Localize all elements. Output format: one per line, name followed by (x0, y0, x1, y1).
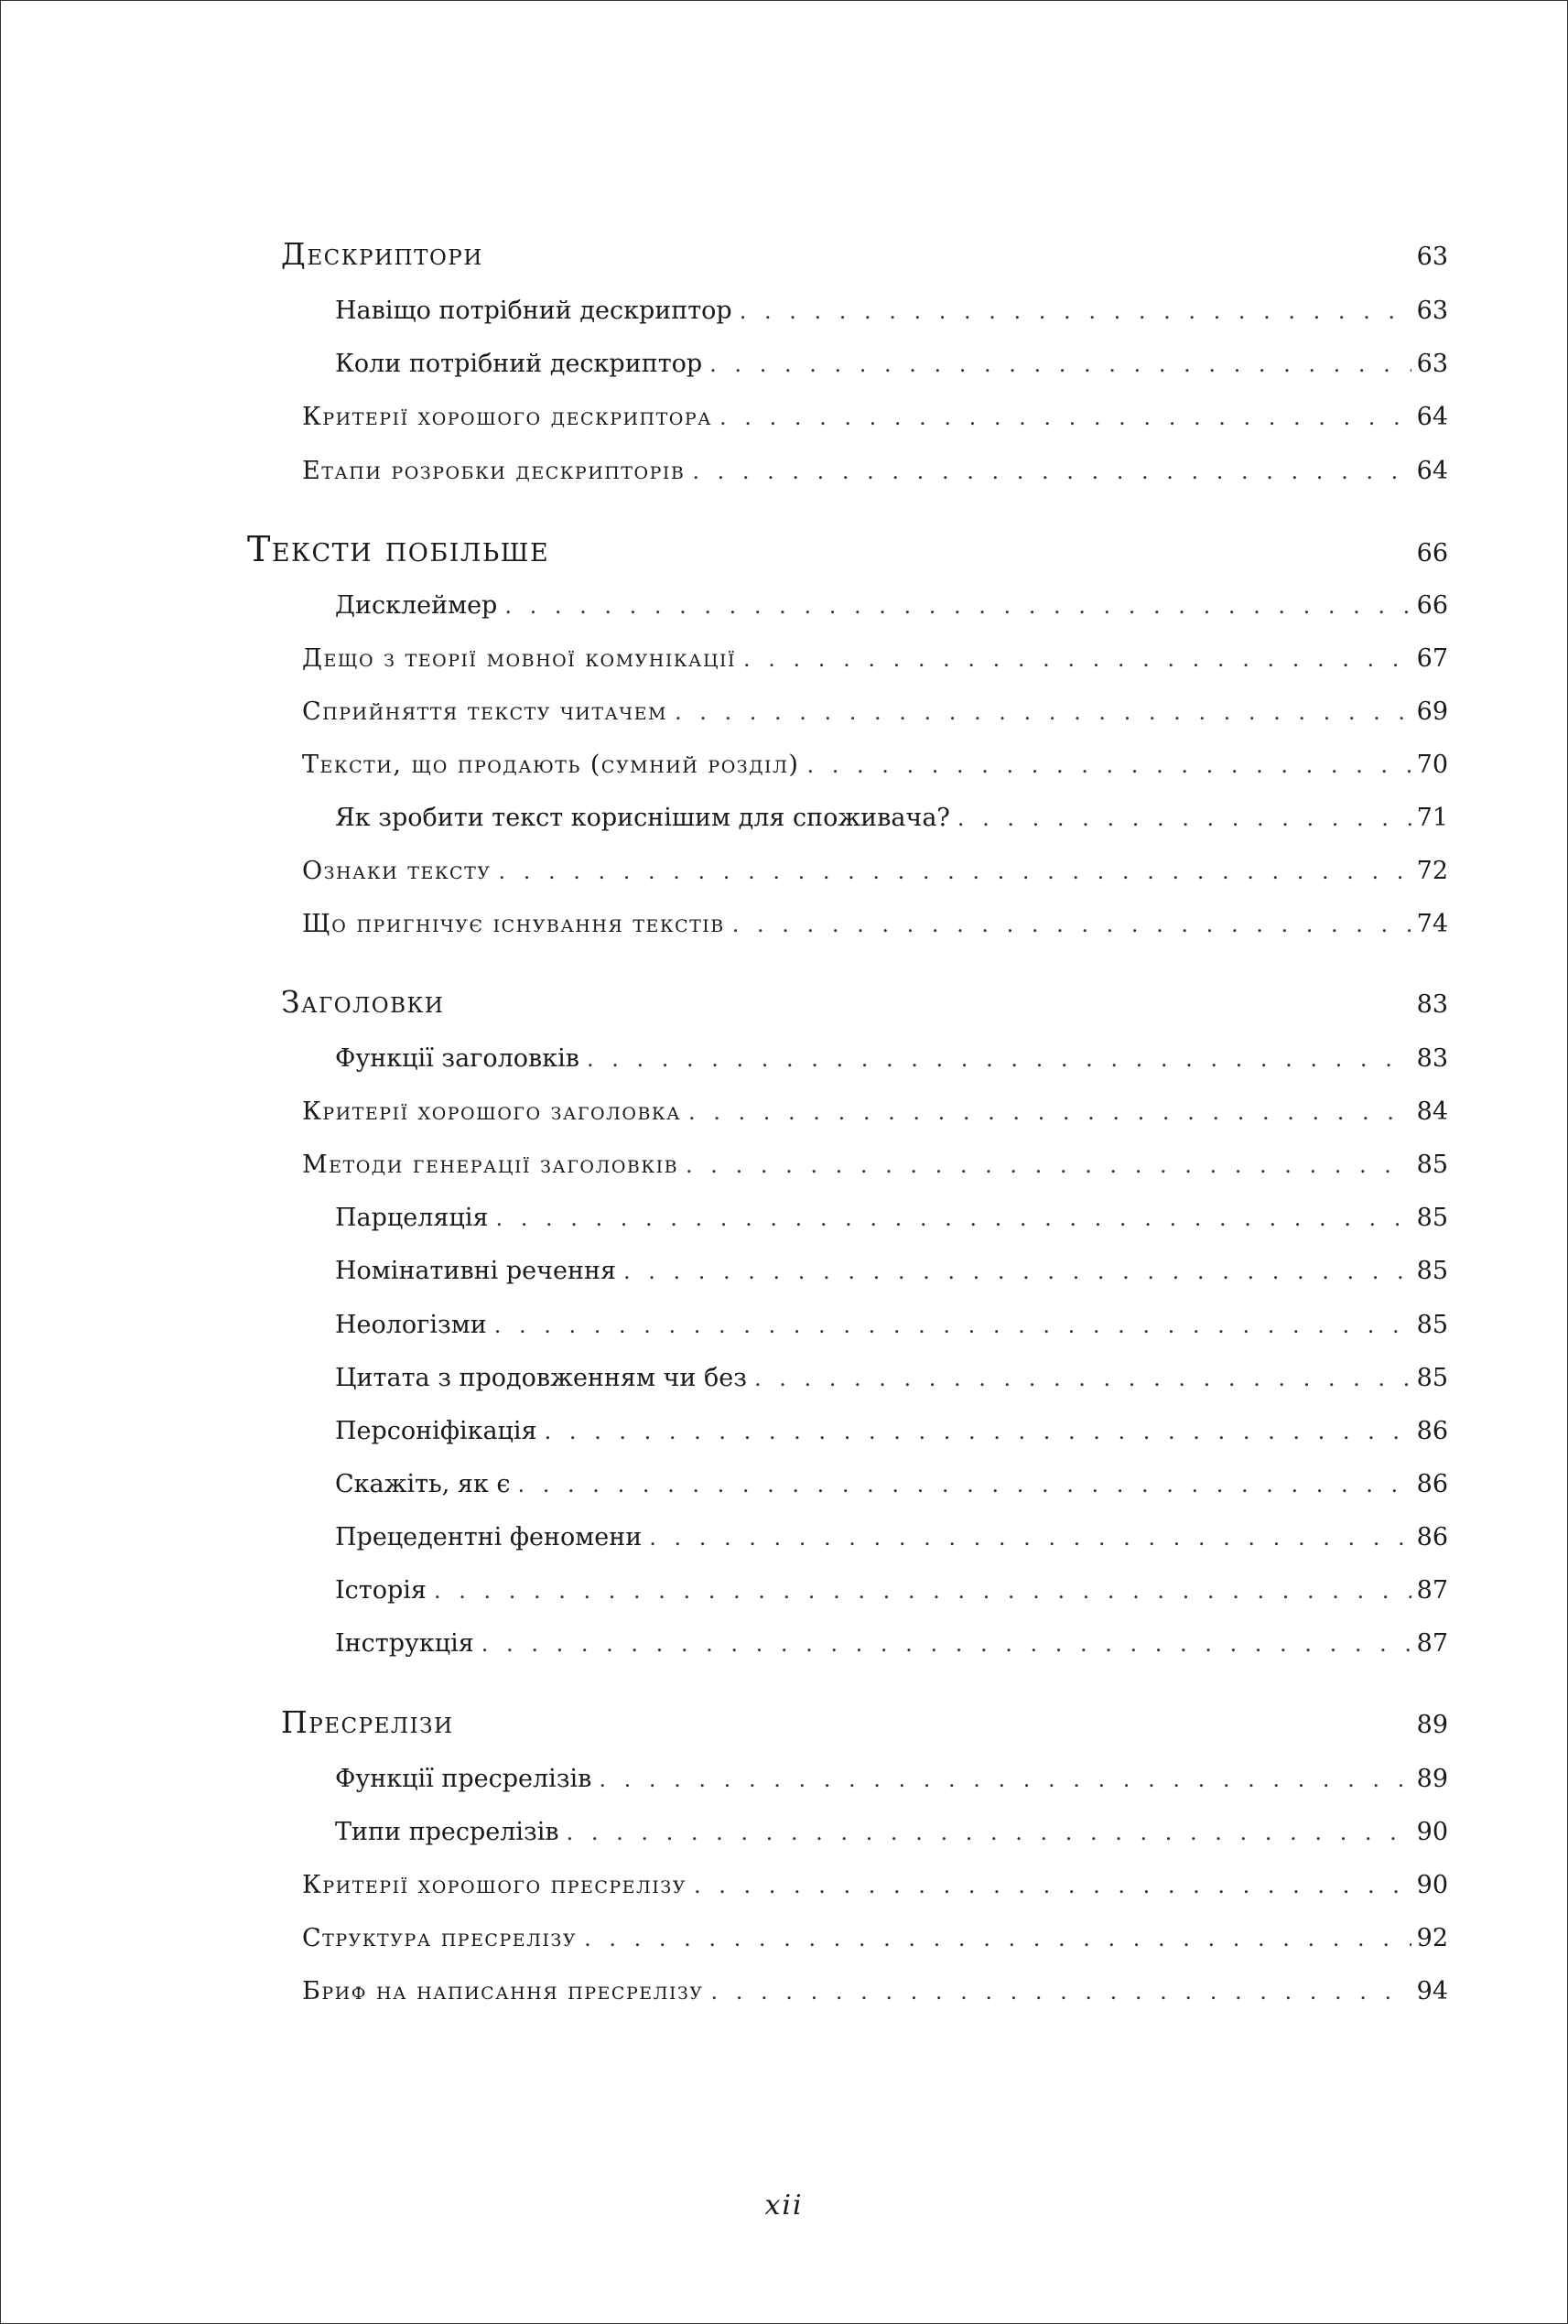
toc-entry[interactable] (302, 1871, 1448, 1899)
page-number: 83 (1416, 1044, 1448, 1073)
entry-title: Навіщо потрібний дескриптор (335, 297, 732, 325)
toc-entry[interactable] (335, 591, 1448, 620)
dot-leader (740, 298, 1411, 324)
dot-leader (494, 1313, 1411, 1338)
entry-title: Типи пресрелізів (335, 1818, 559, 1846)
dot-leader (481, 1631, 1411, 1657)
entry-title: Дещо з теорії мовної комунікації (302, 644, 737, 673)
page-number: 85 (1416, 1311, 1448, 1339)
entry-title: Прецедентні феномени (335, 1523, 643, 1551)
entry-title: Номінативні речення (335, 1257, 616, 1285)
toc-entry[interactable] (335, 1044, 1448, 1073)
entry-title: Історія (335, 1576, 427, 1605)
toc-entry[interactable] (335, 1470, 1448, 1498)
toc-entry[interactable] (302, 1924, 1448, 1952)
dot-leader (495, 1205, 1411, 1231)
toc-entry[interactable] (335, 1364, 1448, 1392)
section-title: Заголовки (281, 984, 445, 1020)
dot-leader (806, 752, 1411, 778)
page-number: 85 (1416, 1204, 1448, 1232)
dot-leader (732, 912, 1411, 937)
dot-leader (957, 805, 1411, 831)
toc-section-heading[interactable] (281, 984, 1448, 1020)
dot-leader (599, 1767, 1411, 1792)
toc-entry[interactable] (335, 350, 1448, 378)
toc-entry[interactable] (302, 1151, 1448, 1179)
entry-title: Дисклеймер (335, 591, 498, 620)
toc-entry[interactable] (335, 1765, 1448, 1793)
page-number: 66 (1416, 591, 1448, 620)
entry-title: Парцеляція (335, 1204, 489, 1232)
entry-title: Методи генерації заголовків (302, 1151, 679, 1179)
toc-entry[interactable] (302, 644, 1448, 673)
dot-leader (743, 646, 1411, 672)
toc-entry[interactable] (335, 1576, 1448, 1605)
dot-leader (504, 593, 1411, 619)
page-number: 94 (1416, 1977, 1448, 2005)
dot-leader (692, 459, 1411, 484)
page-number: 89 (1416, 1711, 1448, 1739)
entry-title: Коли потрібний дескриптор (335, 350, 703, 378)
entry-title: Персоніфікація (335, 1417, 537, 1445)
page-number: 87 (1416, 1576, 1448, 1605)
entry-title: Критерії хорошого пресрелізу (302, 1871, 687, 1899)
page-number: 86 (1416, 1417, 1448, 1445)
toc-entry[interactable] (335, 1629, 1448, 1658)
dot-leader (545, 1419, 1411, 1444)
toc-entry[interactable] (335, 1417, 1448, 1445)
toc-entry[interactable] (335, 1204, 1448, 1232)
page-number: 90 (1416, 1871, 1448, 1899)
toc-entry[interactable] (302, 910, 1448, 938)
page-number: 90 (1416, 1818, 1448, 1846)
toc-entry[interactable] (302, 1977, 1448, 2005)
toc-entry[interactable] (302, 751, 1448, 779)
dot-leader (434, 1578, 1411, 1604)
entry-title: Тексти, що продають (сумний розділ) (302, 751, 800, 779)
dot-leader (623, 1259, 1411, 1284)
dot-leader (709, 351, 1411, 377)
toc-entry[interactable] (302, 697, 1448, 726)
toc-entry[interactable] (302, 457, 1448, 485)
toc-entry[interactable] (302, 1097, 1448, 1126)
page-number: 85 (1416, 1364, 1448, 1392)
toc-entry[interactable] (335, 1818, 1448, 1846)
page-number: 67 (1416, 644, 1448, 673)
toc-entry[interactable] (335, 1311, 1448, 1339)
dot-leader (567, 1820, 1411, 1845)
toc-section-heading[interactable] (281, 236, 1448, 272)
page-number: 72 (1416, 857, 1448, 885)
toc-entry[interactable] (335, 297, 1448, 325)
entry-title: Структура пресрелізу (302, 1924, 578, 1952)
dot-leader (688, 1099, 1411, 1125)
entry-title: Скажіть, як є (335, 1470, 511, 1498)
page-number: 83 (1416, 990, 1448, 1019)
toc-entry[interactable] (335, 1257, 1448, 1285)
page-number: 63 (1416, 350, 1448, 378)
page-number: 64 (1416, 457, 1448, 485)
toc-entry[interactable] (335, 804, 1448, 832)
entry-title: Функції пресрелізів (335, 1765, 592, 1793)
entry-title: Інструкція (335, 1629, 474, 1658)
page-number: 89 (1416, 1765, 1448, 1793)
dot-leader (694, 1873, 1411, 1898)
dot-leader (711, 1979, 1411, 2005)
entry-title: Неологізми (335, 1311, 487, 1339)
entry-title: Що пригнічує існування текстів (302, 910, 725, 938)
section-title: Тексти побільше (247, 529, 550, 569)
page-number: 85 (1416, 1257, 1448, 1285)
section-title: Пресрелізи (281, 1704, 454, 1740)
toc-section-heading[interactable] (281, 1704, 1448, 1740)
page-number: 87 (1416, 1629, 1448, 1658)
page-number: 63 (1416, 297, 1448, 325)
page-number: 92 (1416, 1924, 1448, 1952)
page-number: 66 (1416, 539, 1448, 567)
entry-title: Ознаки тексту (302, 857, 492, 885)
page-folio: xii (764, 2189, 804, 2221)
entry-title: Бриф на написання пресрелізу (302, 1977, 704, 2005)
page-number: 86 (1416, 1523, 1448, 1551)
entry-title: Критерії хорошого дескриптора (302, 403, 713, 431)
toc-entry[interactable] (302, 403, 1448, 431)
dot-leader (719, 405, 1411, 430)
entry-title: Як зробити текст кориснішим для споживача? (335, 804, 950, 832)
section-title: Дескриптори (281, 236, 483, 272)
entry-title: Функції заголовків (335, 1044, 579, 1073)
page-number: 71 (1416, 804, 1448, 832)
dot-leader (686, 1152, 1411, 1178)
dot-leader (584, 1926, 1411, 1951)
page-number: 74 (1416, 910, 1448, 938)
dot-leader (675, 699, 1411, 725)
page-number: 70 (1416, 751, 1448, 779)
page-number: 84 (1416, 1097, 1448, 1126)
dot-leader (587, 1046, 1411, 1072)
page-number: 69 (1416, 697, 1448, 726)
page-number: 64 (1416, 403, 1448, 431)
dot-leader (498, 859, 1411, 884)
dot-leader (518, 1472, 1411, 1497)
entry-title: Критерії хорошого заголовка (302, 1097, 682, 1126)
page-number: 63 (1416, 243, 1448, 271)
entry-title: Цитата з продовженням чи без (335, 1364, 747, 1392)
entry-title: Етапи розробки дескрипторів (302, 457, 686, 485)
page-number: 86 (1416, 1470, 1448, 1498)
toc-entry[interactable] (302, 857, 1448, 885)
dot-leader (649, 1525, 1411, 1551)
toc-part-heading[interactable] (247, 529, 1448, 569)
entry-title: Сприйняття тексту читачем (302, 697, 667, 726)
dot-leader (754, 1366, 1411, 1391)
page-number: 85 (1416, 1151, 1448, 1179)
toc-entry[interactable] (335, 1523, 1448, 1551)
